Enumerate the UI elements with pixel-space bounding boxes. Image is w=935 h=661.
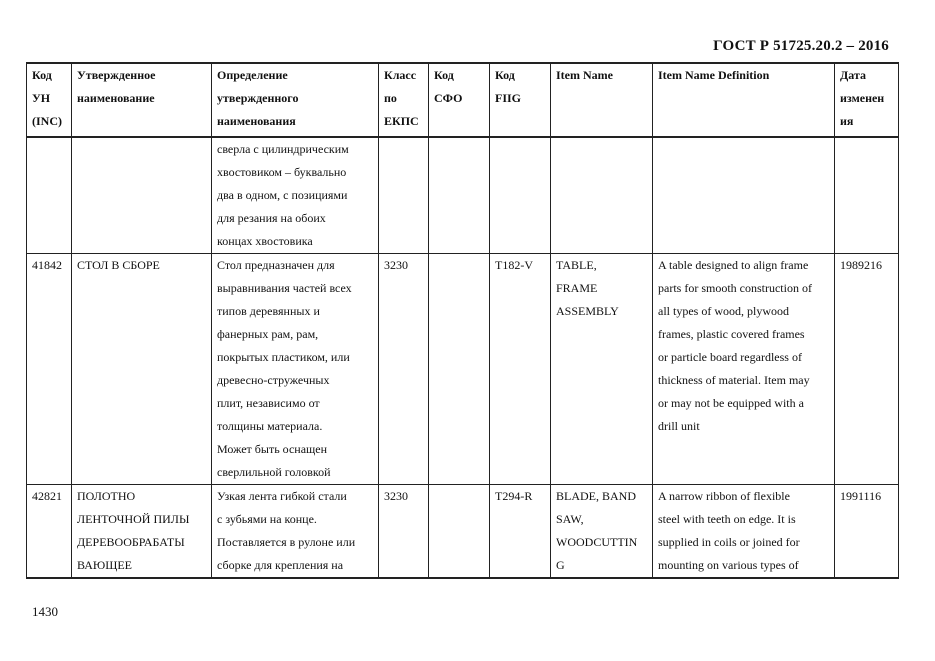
cell-fiig: T182-V [490,254,551,485]
cell-fiig: T294-R [490,485,551,579]
table-row [27,254,899,485]
cell-approved-name: ПОЛОТНО ЛЕНТОЧНОЙ ПИЛЫ ДЕРЕВООБРАБАТЫ ВАЮЩЕЕ [72,485,212,579]
cell-item-definition: A narrow ribbon of flexible steel with teeth on edge. It is supplied in coils or joined for mounting on various types of [653,485,835,579]
cell-definition: Стол предназначен для выравнивания частей всех типов деревянных и фанерных рам, рам, покрытых пластиком, или древесно-стружечных плит, независимо от толщины материала. Может быть оснащен сверлильной головкой [212,254,379,485]
cell-fiig [490,137,551,254]
cell-item-name: TABLE, FRAME ASSEMBLY [551,254,653,485]
cell-class [379,137,429,254]
cell-date: 1991116 [835,485,899,579]
col-header-item-definition: Item Name Definition [653,63,835,137]
col-header-item-name: Item Name [551,63,653,137]
catalog-table [26,62,899,579]
cell-item-definition: A table designed to align frame parts for smooth construction of all types of wood, plywood frames, plastic covered frames or particle board regardless of thickness of material. Item may or may not be equipped with a drill unit [653,254,835,485]
col-header-approved-name: Утвержденное наименование [72,63,212,137]
col-header-sfo: Код СФО [429,63,490,137]
cell-sfo [429,485,490,579]
table-row [27,137,899,254]
cell-inc [27,137,72,254]
cell-item-name: BLADE, BAND SAW, WOODCUTTIN G [551,485,653,579]
col-header-definition: Определение утвержденного наименования [212,63,379,137]
cell-definition: сверла с цилиндрическим хвостовиком – буквально два в одном, с позициями для резания на обоих концах хвостовика [212,137,379,254]
cell-date: 1989216 [835,254,899,485]
cell-date [835,137,899,254]
cell-item-definition [653,137,835,254]
page-number: 1430 [32,604,58,619]
table-row [27,485,899,579]
cell-inc: 42821 [27,485,72,579]
cell-approved-name: СТОЛ В СБОРЕ [72,254,212,485]
cell-approved-name [72,137,212,254]
col-header-class: Класс по ЕКПС [379,63,429,137]
cell-class: 3230 [379,254,429,485]
cell-class: 3230 [379,485,429,579]
col-header-inc: Код УН (INC) [27,63,72,137]
cell-sfo [429,137,490,254]
col-header-date: Дата изменен ия [835,63,899,137]
cell-inc: 41842 [27,254,72,485]
document-title: ГОСТ Р 51725.20.2 – 2016 [713,38,889,54]
table-header-row [27,63,899,137]
col-header-fiig: Код FIIG [490,63,551,137]
cell-item-name [551,137,653,254]
cell-sfo [429,254,490,485]
cell-definition: Узкая лента гибкой стали с зубьями на конце. Поставляется в рулоне или сборке для крепления на [212,485,379,579]
